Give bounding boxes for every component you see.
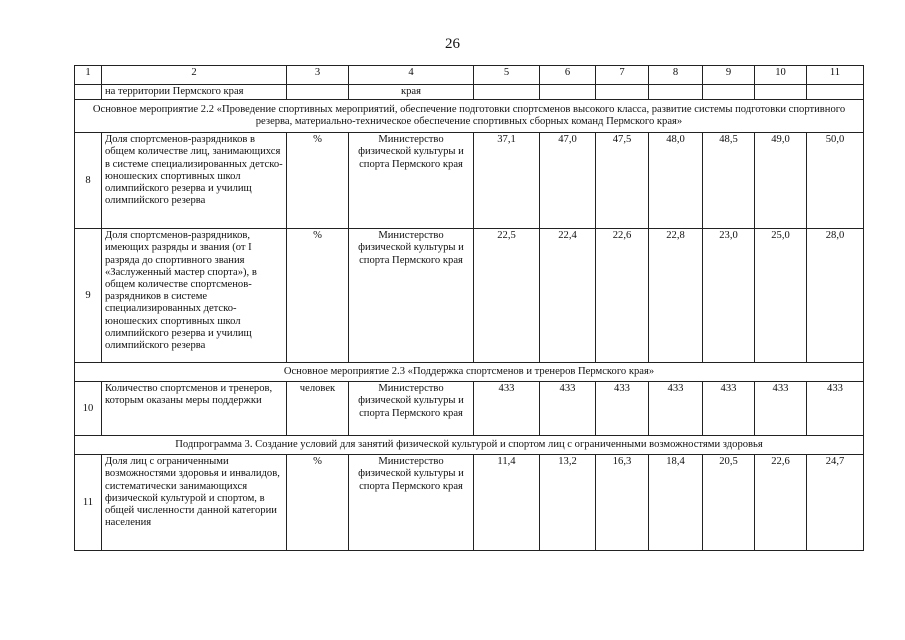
header-cell: 9 <box>703 66 755 85</box>
value-cell: 11,4 <box>474 455 540 551</box>
indicator-name: на территории Пермского края <box>102 85 287 100</box>
value-cell: 48,0 <box>649 133 703 229</box>
value-cell: 22,8 <box>649 229 703 363</box>
page-number: 26 <box>445 36 460 52</box>
indicator-name: Доля лиц с ограниченными возможностями здоровья и инвалидов, систематически занимающихся физической культурой и спортом, в общей численности данной категории населения <box>102 455 287 551</box>
header-cell: 5 <box>474 66 540 85</box>
value-cell: 433 <box>649 382 703 436</box>
value-cell: 28,0 <box>807 229 864 363</box>
row-number: 11 <box>75 455 102 551</box>
row-number: 8 <box>75 133 102 229</box>
value-cell: 47,0 <box>540 133 596 229</box>
header-row <box>75 66 864 85</box>
section-heading: Основное мероприятие 2.3 «Поддержка спортсменов и тренеров Пермского края» <box>75 363 864 382</box>
value-cell: 48,5 <box>703 133 755 229</box>
continuation-row <box>75 85 864 100</box>
value-cell: 433 <box>540 382 596 436</box>
value-cell: 50,0 <box>807 133 864 229</box>
unit: % <box>287 455 349 551</box>
section-row <box>75 436 864 455</box>
unit: % <box>287 229 349 363</box>
value-cell: 49,0 <box>755 133 807 229</box>
responsible-org: края <box>349 85 474 100</box>
responsible-org: Министерство физической культуры и спорта Пермского края <box>349 455 474 551</box>
header-cell: 7 <box>596 66 649 85</box>
unit: человек <box>287 382 349 436</box>
header-cell: 8 <box>649 66 703 85</box>
table-row <box>75 382 864 436</box>
indicators-table <box>74 65 864 551</box>
table-row <box>75 229 864 363</box>
responsible-org: Министерство физической культуры и спорта Пермского края <box>349 229 474 363</box>
value-cell: 20,5 <box>703 455 755 551</box>
value-cell: 22,5 <box>474 229 540 363</box>
indicator-name: Количество спортсменов и тренеров, которым оказаны меры поддержки <box>102 382 287 436</box>
table-row <box>75 133 864 229</box>
value-cell: 433 <box>755 382 807 436</box>
section-row <box>75 100 864 133</box>
value-cell: 22,6 <box>596 229 649 363</box>
value-cell: 13,2 <box>540 455 596 551</box>
value-cell: 433 <box>807 382 864 436</box>
value-cell: 47,5 <box>596 133 649 229</box>
value-cell: 23,0 <box>703 229 755 363</box>
header-cell: 2 <box>102 66 287 85</box>
unit: % <box>287 133 349 229</box>
indicator-name: Доля спортсменов-разрядников, имеющих разряды и звания (от I разряда до спортивного звания «Заслуженный мастер спорта»), в общем количестве спортсменов-разрядников в системе специализированных детско-юношеских спортивных школ олимпийского резерва и училищ олимпийского резерва <box>102 229 287 363</box>
value-cell: 24,7 <box>807 455 864 551</box>
value-cell: 433 <box>474 382 540 436</box>
header-cell: 6 <box>540 66 596 85</box>
header-cell: 4 <box>349 66 474 85</box>
value-cell: 37,1 <box>474 133 540 229</box>
header-cell: 11 <box>807 66 864 85</box>
section-heading: Основное мероприятие 2.2 «Проведение спортивных мероприятий, обеспечение подготовки спортсменов высокого класса, развитие системы подготовки спортивного резерва, материально-техническое обеспечение спортивных сборных команд Пермского края» <box>75 100 864 133</box>
value-cell: 18,4 <box>649 455 703 551</box>
value-cell: 16,3 <box>596 455 649 551</box>
section-row <box>75 363 864 382</box>
subprogram-heading: Подпрограмма 3. Создание условий для занятий физической культурой и спортом лиц с ограниченными возможностями здоровья <box>75 436 864 455</box>
row-number: 9 <box>75 229 102 363</box>
responsible-org: Министерство физической культуры и спорта Пермского края <box>349 382 474 436</box>
value-cell: 22,4 <box>540 229 596 363</box>
responsible-org: Министерство физической культуры и спорта Пермского края <box>349 133 474 229</box>
header-cell: 10 <box>755 66 807 85</box>
indicator-name: Доля спортсменов-разрядников в общем количестве лиц, занимающихся в системе специализированных детско-юношеских спортивных школ олимпийского резерва и училищ олимпийского резерва <box>102 133 287 229</box>
value-cell: 433 <box>703 382 755 436</box>
header-cell: 3 <box>287 66 349 85</box>
value-cell: 22,6 <box>755 455 807 551</box>
row-number: 10 <box>75 382 102 436</box>
value-cell: 433 <box>596 382 649 436</box>
header-cell: 1 <box>75 66 102 85</box>
table-row <box>75 455 864 551</box>
value-cell: 25,0 <box>755 229 807 363</box>
